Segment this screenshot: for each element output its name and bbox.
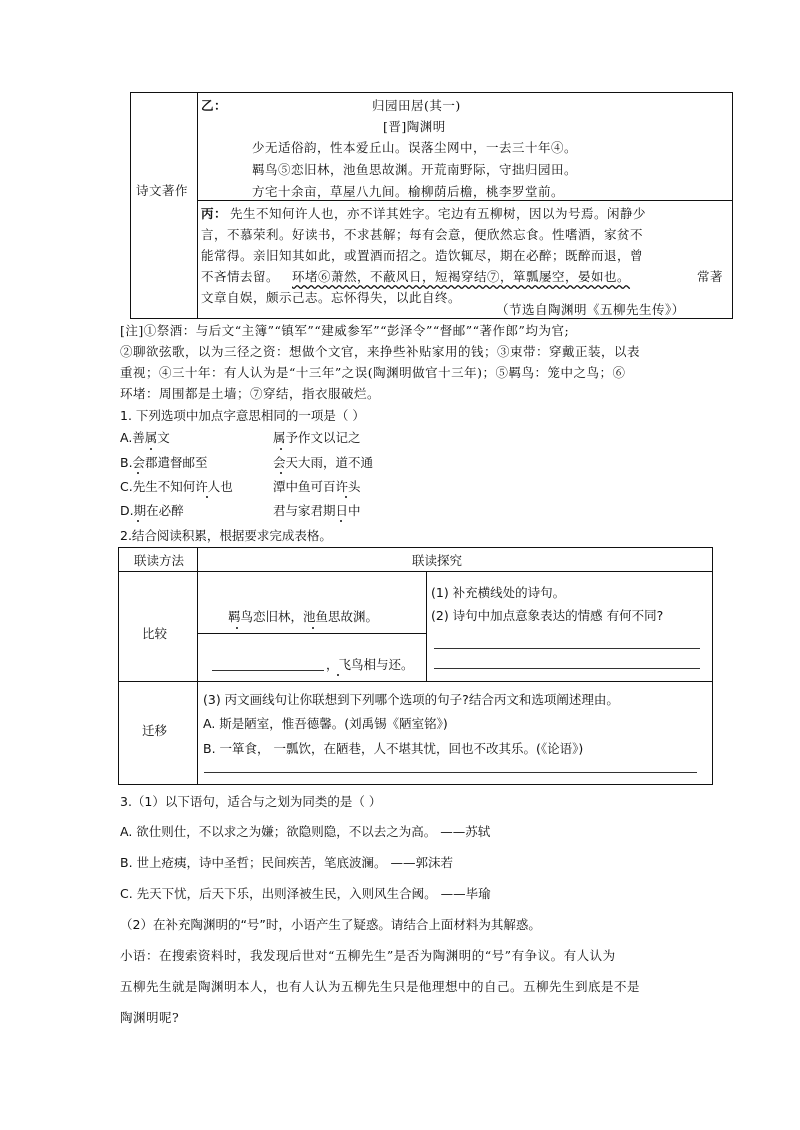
row-label: 诗文著作 — [136, 183, 189, 198]
answer-line[interactable] — [434, 668, 700, 669]
question-3-stem: 3.（1）以下语句，适合与之划为同类的是（ ） — [120, 794, 382, 809]
poem-tag: 乙： — [201, 98, 228, 113]
poem-author: [晋]陶渊明 — [383, 119, 446, 134]
prose-source: （节选自陶渊明《五柳先生传》） — [496, 302, 685, 317]
emphasis-dot — [337, 674, 339, 676]
option-left: D.期在必醉 — [120, 503, 184, 518]
note-line: ②聊欲弦歌，以为三径之资：想做个文官，来挣些补贴家用的钱；③束带：穿戴正装，以表 — [120, 344, 641, 359]
option-left: C.先生不知何许人也 — [120, 479, 233, 494]
prose-line: 不吝情去留。 — [201, 269, 280, 284]
q3-option: B. 世上疮痍，诗中圣哲；民间疾苦，笔底波澜。 ——郭沫若 — [120, 855, 453, 870]
emphasis-dot — [137, 472, 139, 474]
poem-title: 归园田居(其一) — [372, 98, 461, 113]
underlined-passage: 环堵⑥萧然，不蔽风日，短褐穿结⑦，箪瓢屡空，晏如也。 — [292, 269, 631, 284]
answer-line[interactable] — [204, 772, 697, 773]
prose-line: 言，不慕荣利。好读书，不求甚解；每有会意，便欣然忘食。性嗜酒，家贫不 — [201, 227, 644, 242]
xiaoyu-line: 陶渊明呢? — [120, 1010, 180, 1025]
option-right: 君与家君期日中 — [273, 503, 361, 518]
compare-question-1: (1) 补充横线处的诗句。 — [431, 585, 566, 600]
poem-line: 方宅十余亩，草屋八九间。榆柳荫后檐，桃李罗堂前。 — [252, 184, 565, 199]
prose-line: 文章自娱，颇示己志。忘怀得失，以此自终。 — [201, 290, 462, 305]
prose-line: 能常得。亲旧知其如此，或置酒而招之。造饮辄尽，期在必醉；既醉而退，曾 — [201, 248, 644, 263]
option-right: 属予作文以记之 — [273, 430, 361, 445]
emphasis-dot — [150, 448, 152, 450]
q3-option: C. 先天下忧，后天下乐，出则泽被生民，入则风生合阈。 ——毕瑜 — [120, 886, 491, 901]
emphasis-dot — [137, 520, 139, 522]
emphasis-dot — [345, 496, 347, 498]
transfer-option-a: A. 斯是陋室，惟吾德馨。(刘禹锡《陋室铭》) — [203, 716, 448, 731]
emphasis-dot — [312, 627, 314, 629]
q3-option: A. 欲仕则仕，不以求之为嫌；欲隐则隐，不以去之为高。 ——苏轼 — [120, 824, 491, 839]
poem-line: 少无适俗韵，性本爱丘山。误落尘网中，一去三十年④。 — [252, 140, 578, 155]
note-line: [注]①祭酒：与后文“主簿”“镇军”“建威参军”“彭泽令”“督邮”“著作郎”均为官; — [120, 323, 570, 338]
xiaoyu-line: 小语：在搜索资料时，我发现后世对“五柳先生”是否为陶渊明的“号”有争议。有人认为 — [120, 948, 616, 963]
question-1-stem: 1. 下列选项中加点字意思相同的一项是（ ） — [120, 408, 365, 423]
option-right: 会天大雨，道不通 — [273, 455, 374, 470]
header-method: 联读方法 — [134, 553, 185, 568]
emphasis-dot — [280, 448, 282, 450]
answer-line[interactable] — [434, 648, 700, 649]
emphasis-dot — [280, 472, 282, 474]
emphasis-dot — [236, 627, 238, 629]
option-left: A.善属文 — [120, 430, 170, 445]
xiaoyu-line: 五柳先生就是陶渊明本人，也有人认为五柳先生只是他理想中的自己。五柳先生到底是不是 — [120, 979, 641, 994]
transfer-option-b: B. 一箪食， 一瓢饮，在陋巷，人不堪其忧，回也不改其乐。(《论语》) — [203, 741, 584, 756]
prose-line: 先生不知何许人也，亦不详其姓字。宅边有五柳树，因以为号焉。闲静少 — [230, 206, 647, 221]
note-line: 环堵：周围都是土墙；⑦穿结，指衣服破烂。 — [120, 386, 381, 401]
option-right: 潭中鱼可百许头 — [273, 479, 361, 494]
emphasis-dot — [340, 520, 342, 522]
emphasis-dot — [206, 496, 208, 498]
transfer-label: 迁移 — [142, 723, 168, 738]
poem-line: 羁鸟⑤恋旧林，池鱼思故渊。开荒南野际，守拙归园田。 — [252, 162, 578, 177]
question-2-stem: 2.结合阅读积累，根据要求完成表格。 — [120, 528, 332, 543]
note-line: 重视；④三十年：有人认为是“十三年”之误(陶渊明做官十三年)；⑤羁鸟：笼中之鸟；⑥ — [120, 365, 626, 380]
prose-tag: 丙： — [201, 206, 228, 221]
compare-question-2: (2) 诗句中加点意象表达的情感 有何不同? — [431, 608, 664, 623]
transfer-question: (3) 丙文画线句让你联想到下列哪个选项的句子?结合丙文和选项阐述理由。 — [203, 692, 619, 707]
prose-line: 常著 — [697, 269, 724, 284]
option-left: B.会郡遣督邮至 — [120, 455, 208, 470]
compare-line-1: 羁鸟恋旧林，池鱼思故渊。 — [228, 609, 379, 624]
compare-label: 比较 — [142, 626, 168, 641]
answer-blank[interactable] — [212, 670, 324, 671]
header-explore: 联读探究 — [412, 553, 463, 568]
q3-part-2: （2）在补充陶渊明的“号”时，小语产生了疑惑。请结合上面材料为其解惑。 — [120, 917, 541, 932]
compare-line-2: ，飞鸟相与还。 — [326, 657, 414, 672]
